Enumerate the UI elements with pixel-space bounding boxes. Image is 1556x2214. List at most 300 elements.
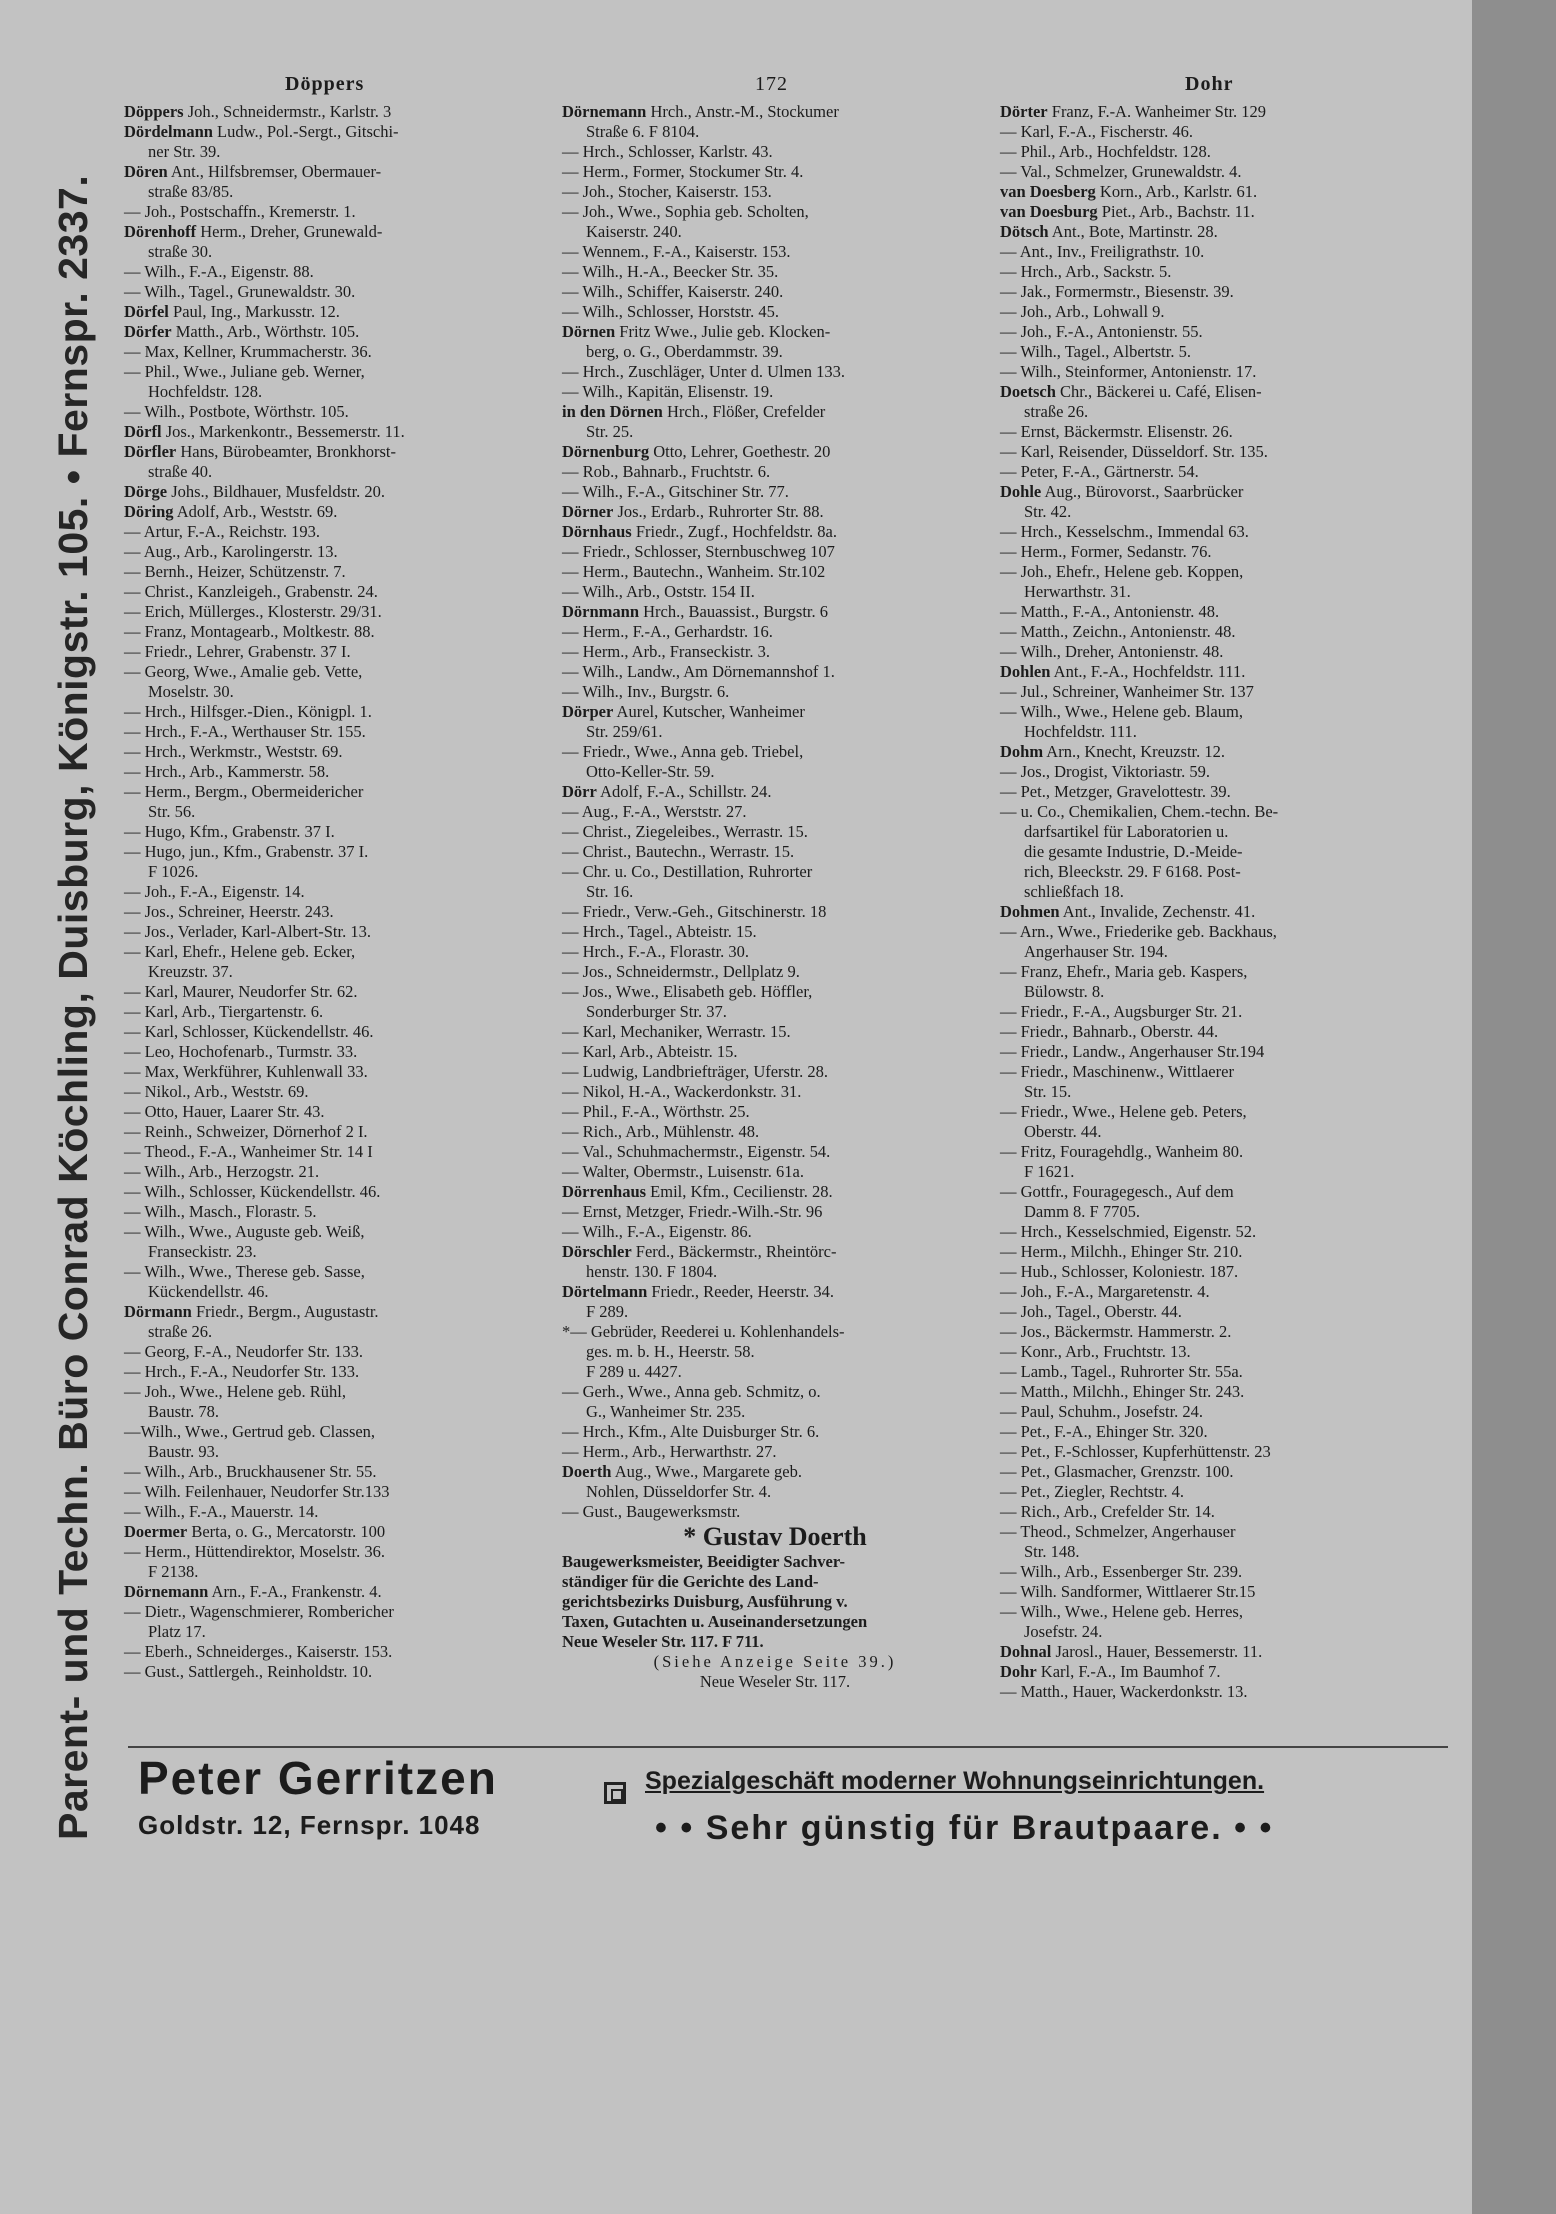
directory-entry-line <box>562 1522 988 1552</box>
entry-text: — Jos., Bäckermstr. Hammerstr. 2. <box>1000 1322 1232 1341</box>
directory-entry-line <box>1000 1062 1426 1082</box>
directory-entry-line <box>124 1622 550 1642</box>
entry-text: — Wilh., Landw., Am Dörnemannshof 1. <box>562 662 835 681</box>
directory-entry-line <box>124 782 550 802</box>
entry-text: — Friedr., Maschinenw., Wittlaerer <box>1000 1062 1234 1081</box>
entry-text: Sonderburger Str. 37. <box>586 1002 727 1021</box>
directory-entry-line <box>1000 742 1426 762</box>
entry-surname: van Doesberg <box>1000 182 1096 201</box>
entry-text: Oberstr. 44. <box>1024 1122 1102 1141</box>
directory-entry-line <box>1000 862 1426 882</box>
directory-entry-line <box>124 1202 550 1222</box>
entry-text: Korn., Arb., Karlstr. 61. <box>1095 182 1258 201</box>
entry-text: Hrch., Flößer, Crefelder <box>662 402 826 421</box>
entry-text: Fritz Wwe., Julie geb. Klocken- <box>615 322 831 341</box>
directory-entry-line <box>124 1602 550 1622</box>
directory-entry-line <box>1000 562 1426 582</box>
ornament-icon <box>604 1782 626 1804</box>
directory-entry-line <box>562 1022 988 1042</box>
entry-text: — Matth., Hauer, Wackerdonkstr. 13. <box>1000 1682 1248 1701</box>
directory-entry-line <box>124 102 550 122</box>
entry-surname: Dörter <box>1000 102 1048 121</box>
directory-entry-line <box>562 802 988 822</box>
directory-entry-line <box>1000 1042 1426 1062</box>
directory-entry-line <box>124 682 550 702</box>
directory-entry-line <box>562 822 988 842</box>
directory-entry-line <box>562 1572 988 1592</box>
entry-text: — Wilh., Inv., Burgstr. 6. <box>562 682 730 701</box>
directory-entry-line <box>562 1122 988 1142</box>
entry-surname: Dörmann <box>124 1302 192 1321</box>
entry-text: Baustr. 93. <box>148 1442 220 1461</box>
directory-entry-line <box>1000 942 1426 962</box>
directory-entry-line <box>562 1442 988 1462</box>
directory-entry-line <box>562 682 988 702</box>
header-first-entry: Döppers <box>285 73 365 95</box>
entry-text: — Aug., F.-A., Werststr. 27. <box>562 802 747 821</box>
directory-entry-line <box>1000 242 1426 262</box>
entry-text: — Rob., Bahnarb., Fruchtstr. 6. <box>562 462 771 481</box>
side-advertisement: Parent- und Techn. Büro Conrad Köchling, Duisburg, Königstr. 105. • Fernspr. 2337. <box>50 174 96 1840</box>
entry-text: — Wennem., F.-A., Kaiserstr. 153. <box>562 242 791 261</box>
entry-text: — u. Co., Chemikalien, Chem.-techn. Be- <box>1000 802 1279 821</box>
directory-entry-line <box>124 1302 550 1322</box>
directory-entry-line <box>1000 722 1426 742</box>
directory-entry-line <box>562 1632 988 1652</box>
directory-entry-line <box>124 742 550 762</box>
directory-entry-line <box>124 342 550 362</box>
directory-entry-line <box>562 742 988 762</box>
directory-entry-line <box>1000 802 1426 822</box>
directory-entry-line <box>124 722 550 742</box>
entry-text: — Dietr., Wagenschmierer, Rombericher <box>124 1602 394 1621</box>
entry-text: Str. 56. <box>148 802 196 821</box>
directory-entry-line <box>562 1362 988 1382</box>
entry-text: — Peter, F.-A., Gärtnerstr. 54. <box>1000 462 1199 481</box>
directory-entry-line <box>124 522 550 542</box>
entry-text: — Herm., Former, Stockumer Str. 4. <box>562 162 804 181</box>
entry-surname: Dören <box>124 162 168 181</box>
directory-entry-line <box>124 1482 550 1502</box>
entry-text: — Hrch., Schlosser, Karlstr. 43. <box>562 142 773 161</box>
directory-entry-line <box>1000 542 1426 562</box>
directory-entry-line <box>124 622 550 642</box>
entry-text: — Franz, Montagearb., Moltkestr. 88. <box>124 622 375 641</box>
entry-text: — Wilh., Steinformer, Antonienstr. 17. <box>1000 362 1257 381</box>
ad-slogan: • • Sehr günstig für Brautpaare. • • <box>655 1809 1274 1847</box>
directory-entry-line <box>124 382 550 402</box>
entry-text: schließfach 18. <box>1024 882 1124 901</box>
directory-entry-line <box>124 562 550 582</box>
directory-entry-line <box>124 482 550 502</box>
directory-entry-line <box>562 422 988 442</box>
directory-entry-line <box>1000 1442 1426 1462</box>
entry-text: — Theod., Schmelzer, Angerhauser <box>1000 1522 1236 1541</box>
directory-entry-line <box>124 602 550 622</box>
directory-entry-line <box>562 262 988 282</box>
directory-entry-line <box>562 282 988 302</box>
directory-entry-line <box>562 102 988 122</box>
entry-text: — Christ., Bautechn., Werrastr. 15. <box>562 842 795 861</box>
entry-text: Hochfeldstr. 128. <box>148 382 263 401</box>
entry-text: — Wilh., Arb., Essenberger Str. 239. <box>1000 1562 1243 1581</box>
entry-text: Herm., Dreher, Grunewald- <box>196 222 383 241</box>
directory-entry-line <box>1000 1342 1426 1362</box>
entry-text: — Wilh., Tagel., Grunewaldstr. 30. <box>124 282 356 301</box>
header-last-entry: Dohr <box>1185 73 1234 95</box>
entry-surname: Dörge <box>124 482 168 501</box>
directory-entry-line <box>562 1182 988 1202</box>
directory-entry-line <box>1000 1102 1426 1122</box>
entry-text: — Wilh., Postbote, Wörthstr. 105. <box>124 402 349 421</box>
entry-text: — Konr., Arb., Fruchtstr. 13. <box>1000 1342 1191 1361</box>
directory-entry-line <box>1000 282 1426 302</box>
entry-text: — Hrch., Kesselschm., Immendal 63. <box>1000 522 1249 541</box>
entry-text: Otto, Lehrer, Goethestr. 20 <box>649 442 831 461</box>
directory-entry-line <box>562 1222 988 1242</box>
entry-surname: Dörtelmann <box>562 1282 648 1301</box>
entry-text: Kückendellstr. 46. <box>148 1282 269 1301</box>
entry-surname: Dohmen <box>1000 902 1060 921</box>
entry-text: — Karl, Ehefr., Helene geb. Ecker, <box>124 942 356 961</box>
entry-text: Ant., Invalide, Zechenstr. 41. <box>1059 902 1256 921</box>
page-number: 172 <box>755 73 788 95</box>
directory-entry-line <box>124 1182 550 1202</box>
entry-text: Hans, Bürobeamter, Bronkhorst- <box>176 442 396 461</box>
entry-text: darfsartikel für Laboratorien u. <box>1024 822 1229 841</box>
entry-surname: Dörfler <box>124 442 177 461</box>
directory-entry-line <box>124 142 550 162</box>
directory-entry-line <box>1000 202 1426 222</box>
directory-entry-line <box>562 1002 988 1022</box>
entry-text: — Gust., Sattlergeh., Reinholdstr. 10. <box>124 1662 373 1681</box>
directory-entry-line <box>124 1382 550 1402</box>
entry-text: — Ernst, Metzger, Friedr.-Wilh.-Str. 96 <box>562 1202 823 1221</box>
directory-entry-line <box>1000 522 1426 542</box>
entry-text: (Siehe Anzeige Seite 39.) <box>653 1652 897 1671</box>
directory-entry-line <box>1000 362 1426 382</box>
entry-text: — Wilh., F.-A., Gitschiner Str. 77. <box>562 482 789 501</box>
directory-entry-line <box>1000 1482 1426 1502</box>
entry-text: — Friedr., Wwe., Helene geb. Peters, <box>1000 1102 1247 1121</box>
entry-text: Baugewerksmeister, Beeidigter Sachver- <box>562 1552 846 1571</box>
column-2 <box>562 102 988 1692</box>
entry-text: Adolf, Arb., Weststr. 69. <box>173 502 338 521</box>
directory-entry-line <box>124 1402 550 1422</box>
entry-text: — Joh., Ehefr., Helene geb. Koppen, <box>1000 562 1244 581</box>
entry-surname: Dörnemann <box>124 1582 209 1601</box>
entry-text: — Friedr., Verw.-Geh., Gitschinerstr. 18 <box>562 902 827 921</box>
entry-text: Aug., Wwe., Margarete geb. <box>611 1462 802 1481</box>
directory-entry-line <box>562 602 988 622</box>
entry-text: — Wilh., Schlosser, Horststr. 45. <box>562 302 779 321</box>
entry-text: — Karl, Maurer, Neudorfer Str. 62. <box>124 982 358 1001</box>
directory-entry-line <box>562 662 988 682</box>
directory-entry-line <box>562 1462 988 1482</box>
entry-text: — Georg, F.-A., Neudorfer Str. 133. <box>124 1342 363 1361</box>
entry-text: — Hrch., Kesselschmied, Eigenstr. 52. <box>1000 1222 1257 1241</box>
entry-text: straße 40. <box>148 462 213 481</box>
entry-text: — Georg, Wwe., Amalie geb. Vette, <box>124 662 363 681</box>
entry-text: — Jos., Schneidermstr., Dellplatz 9. <box>562 962 800 981</box>
entry-surname: Dörschler <box>562 1242 632 1261</box>
directory-entry-line <box>124 502 550 522</box>
directory-entry-line <box>1000 1022 1426 1042</box>
directory-entry-line <box>1000 882 1426 902</box>
entry-text: — Joh., F.-A., Eigenstr. 14. <box>124 882 305 901</box>
entry-text: — Herm., F.-A., Gerhardstr. 16. <box>562 622 773 641</box>
directory-entry-line <box>124 1102 550 1122</box>
entry-text: Ferd., Bäckermstr., Rheintörc- <box>631 1242 837 1261</box>
entry-text: Taxen, Gutachten u. Auseinandersetzungen <box>562 1612 868 1631</box>
ad-address: Goldstr. 12, Fernspr. 1048 <box>138 1810 481 1840</box>
directory-entry-line <box>1000 1242 1426 1262</box>
entry-text: Bülowstr. 8. <box>1024 982 1105 1001</box>
directory-entry-line <box>562 1282 988 1302</box>
directory-entry-line <box>1000 1182 1426 1202</box>
entry-text: — Wilh., Masch., Florastr. 5. <box>124 1202 317 1221</box>
entry-text: Str. 16. <box>586 882 634 901</box>
directory-entry-line <box>1000 1302 1426 1322</box>
entry-text: F 289 u. 4427. <box>586 1362 682 1381</box>
entry-text: — Arn., Wwe., Friederike geb. Backhaus, <box>1000 922 1277 941</box>
directory-entry-line <box>1000 1402 1426 1422</box>
entry-text: Nohlen, Düsseldorfer Str. 4. <box>586 1482 772 1501</box>
directory-entry-line <box>1000 622 1426 642</box>
entry-text: Friedr., Reeder, Heerstr. 34. <box>647 1282 834 1301</box>
directory-entry-line <box>1000 402 1426 422</box>
entry-text: Emil, Kfm., Cecilienstr. 28. <box>646 1182 833 1201</box>
entry-text: Ant., F.-A., Hochfeldstr. 111. <box>1050 662 1246 681</box>
directory-entry-line <box>562 1502 988 1522</box>
directory-entry-line <box>562 302 988 322</box>
entry-text: — Pet., F.-Schlosser, Kupferhüttenstr. 23 <box>1000 1442 1271 1461</box>
entry-text: — Phil., Arb., Hochfeldstr. 128. <box>1000 142 1211 161</box>
directory-entry-line <box>1000 662 1426 682</box>
entry-text: — Wilh., Kapitän, Elisenstr. 19. <box>562 382 774 401</box>
entry-text: — Gottfr., Fouragegesch., Auf dem <box>1000 1182 1234 1201</box>
entry-surname: Dörrenhaus <box>562 1182 647 1201</box>
directory-entry-line <box>1000 262 1426 282</box>
entry-text: — Friedr., Bahnarb., Oberstr. 44. <box>1000 1022 1219 1041</box>
entry-text: — Ludwig, Landbriefträger, Uferstr. 28. <box>562 1062 829 1081</box>
entry-text: Herwarthstr. 31. <box>1024 582 1131 601</box>
directory-entry-line <box>124 362 550 382</box>
directory-entry-line <box>1000 302 1426 322</box>
directory-entry-line <box>562 642 988 662</box>
entry-text: — Hrch., Zuschläger, Unter d. Ulmen 133. <box>562 362 845 381</box>
entry-text: Ant., Bote, Martinstr. 28. <box>1048 222 1218 241</box>
entry-text: — Karl, Reisender, Düsseldorf. Str. 135. <box>1000 442 1268 461</box>
entry-text: Str. 42. <box>1024 502 1072 521</box>
entry-text: — Karl, Mechaniker, Werrastr. 15. <box>562 1022 791 1041</box>
entry-surname: Dörnmann <box>562 602 640 621</box>
entry-surname: Doerth <box>562 1462 612 1481</box>
directory-entry-line <box>562 1652 988 1672</box>
directory-entry-line <box>124 1082 550 1102</box>
directory-entry-line <box>562 862 988 882</box>
directory-entry-line <box>562 1202 988 1222</box>
directory-entry-line <box>124 802 550 822</box>
entry-text: — Christ., Kanzleigeh., Grabenstr. 24. <box>124 582 378 601</box>
directory-entry-line <box>124 1562 550 1582</box>
entry-text: — Friedr., F.-A., Augsburger Str. 21. <box>1000 1002 1243 1021</box>
entry-surname: Dörfel <box>124 302 169 321</box>
entry-text: Franz, F.-A. Wanheimer Str. 129 <box>1047 102 1267 121</box>
entry-text: — Joh., Tagel., Oberstr. 44. <box>1000 1302 1182 1321</box>
directory-entry-line <box>1000 1562 1426 1582</box>
entry-surname: Dörr <box>562 782 597 801</box>
directory-entry-line <box>562 522 988 542</box>
directory-entry-line <box>1000 502 1426 522</box>
entry-text: Franseckistr. 23. <box>148 1242 257 1261</box>
entry-text: — Jos., Schreiner, Heerstr. 243. <box>124 902 334 921</box>
entry-text: — Max, Kellner, Krummacherstr. 36. <box>124 342 372 361</box>
entry-text: — Pet., F.-A., Ehinger Str. 320. <box>1000 1422 1208 1441</box>
directory-entry-line <box>124 1642 550 1662</box>
directory-entry-line <box>1000 182 1426 202</box>
entry-text: — Hub., Schlosser, Koloniestr. 187. <box>1000 1262 1239 1281</box>
entry-text: straße 26. <box>148 1322 213 1341</box>
entry-text: — Hrch., Hilfsger.-Dien., Königpl. 1. <box>124 702 372 721</box>
entry-surname: Dörnhaus <box>562 522 632 541</box>
directory-entry-line <box>1000 982 1426 1002</box>
entry-text: — Theod., F.-A., Wanheimer Str. 14 I <box>124 1142 373 1161</box>
directory-entry-line <box>124 642 550 662</box>
directory-entry-line <box>1000 1422 1426 1442</box>
entry-surname: in den Dörnen <box>562 402 663 421</box>
entry-surname: Dörnemann <box>562 102 647 121</box>
entry-text: — Herm., Bautechn., Wanheim. Str.102 <box>562 562 826 581</box>
column-1 <box>124 102 550 1682</box>
directory-entry-line <box>562 1102 988 1122</box>
entry-text: Joh., Schneidermstr., Karlstr. 3 <box>183 102 392 121</box>
directory-entry-line <box>124 462 550 482</box>
directory-entry-line <box>124 1502 550 1522</box>
entry-text: Matth., Arb., Wörthstr. 105. <box>171 322 360 341</box>
directory-entry-line <box>124 882 550 902</box>
directory-entry-line <box>1000 602 1426 622</box>
directory-entry-line <box>1000 1622 1426 1642</box>
directory-entry-line <box>124 1582 550 1602</box>
entry-text: — Joh., Arb., Lohwall 9. <box>1000 302 1165 321</box>
directory-entry-line <box>1000 762 1426 782</box>
entry-text: Adolf, F.-A., Schillstr. 24. <box>596 782 772 801</box>
entry-text: Baustr. 78. <box>148 1402 220 1421</box>
entry-text: — Chr. u. Co., Destillation, Ruhrorter <box>562 862 813 881</box>
entry-text: — Herm., Arb., Franseckistr. 3. <box>562 642 771 661</box>
directory-entry-line <box>1000 1322 1426 1342</box>
directory-entry-line <box>124 302 550 322</box>
directory-entry-line <box>562 322 988 342</box>
entry-text: ner Str. 39. <box>148 142 221 161</box>
directory-entry-line <box>562 502 988 522</box>
entry-text: Hrch., Anstr.-M., Stockumer <box>646 102 839 121</box>
directory-entry-line <box>562 962 988 982</box>
directory-entry-line <box>562 942 988 962</box>
entry-text: — Wilh., Wwe., Helene geb. Blaum, <box>1000 702 1243 721</box>
entry-text: F 289. <box>586 1302 629 1321</box>
entry-text: Piet., Arb., Bachstr. 11. <box>1097 202 1255 221</box>
entry-text: gerichtsbezirks Duisburg, Ausführung v. <box>562 1592 848 1611</box>
directory-entry-line <box>1000 702 1426 722</box>
directory-entry-line <box>562 702 988 722</box>
directory-entry-line <box>1000 422 1426 442</box>
directory-entry-line <box>562 1162 988 1182</box>
entry-text: — Karl, Arb., Tiergartenstr. 6. <box>124 1002 324 1021</box>
directory-entry-line <box>562 1322 988 1342</box>
directory-entry-line <box>124 702 550 722</box>
directory-entry-line <box>1000 142 1426 162</box>
directory-entry-line <box>124 862 550 882</box>
entry-text: — Wilh., Wwe., Auguste geb. Weiß, <box>124 1222 365 1241</box>
entry-text: — Aug., Arb., Karolingerstr. 13. <box>124 542 338 561</box>
entry-surname: Dohle <box>1000 482 1042 501</box>
directory-entry-line <box>124 202 550 222</box>
entry-text: — Wilh., Arb., Oststr. 154 II. <box>562 582 755 601</box>
directory-entry-line <box>562 622 988 642</box>
directory-entry-line <box>124 222 550 242</box>
directory-entry-line <box>562 1382 988 1402</box>
entry-text: — Phil., F.-A., Wörthstr. 25. <box>562 1102 750 1121</box>
directory-entry-line <box>1000 1462 1426 1482</box>
entry-text: Str. 15. <box>1024 1082 1072 1101</box>
directory-entry-line <box>124 1422 550 1442</box>
entry-text: — Herm., Milchh., Ehinger Str. 210. <box>1000 1242 1243 1261</box>
entry-text: Ludw., Pol.-Sergt., Gitschi- <box>212 122 399 141</box>
entry-text: — Wilh. Feilenhauer, Neudorfer Str.133 <box>124 1482 390 1501</box>
entry-text: — Wilh., Tagel., Albertstr. 5. <box>1000 342 1191 361</box>
entry-text: Hochfeldstr. 111. <box>1024 722 1137 741</box>
entry-text: — Wilh., Dreher, Antonienstr. 48. <box>1000 642 1224 661</box>
directory-entry-line <box>562 342 988 362</box>
entry-text: Friedr., Bergm., Augustastr. <box>191 1302 379 1321</box>
entry-surname: Doermer <box>124 1522 188 1541</box>
directory-entry-line <box>124 942 550 962</box>
directory-entry-line <box>1000 822 1426 842</box>
directory-entry-line <box>1000 1602 1426 1622</box>
entry-text: — Bernh., Heizer, Schützenstr. 7. <box>124 562 346 581</box>
entry-text: — Hrch., F.-A., Neudorfer Str. 133. <box>124 1362 360 1381</box>
entry-text: — Friedr., Wwe., Anna geb. Triebel, <box>562 742 804 761</box>
entry-text: — Karl, Arb., Abteistr. 15. <box>562 1042 738 1061</box>
entry-text: — Wilh., F.-A., Eigenstr. 86. <box>562 1222 752 1241</box>
directory-entry-line <box>124 1442 550 1462</box>
directory-entry-line <box>562 982 988 1002</box>
entry-text: — Wilh., Arb., Bruckhausener Str. 55. <box>124 1462 377 1481</box>
entry-text: — Wilh., Wwe., Helene geb. Herres, <box>1000 1602 1243 1621</box>
entry-text: —Wilh., Wwe., Gertrud geb. Classen, <box>124 1422 376 1441</box>
entry-text: — Hrch., Werkmstr., Weststr. 69. <box>124 742 343 761</box>
entry-text: — Friedr., Schlosser, Sternbuschweg 107 <box>562 542 835 561</box>
directory-entry-line <box>562 722 988 742</box>
directory-entry-line <box>562 1612 988 1632</box>
entry-text: — Rich., Arb., Mühlenstr. 48. <box>562 1122 760 1141</box>
entry-text: — Paul, Schuhm., Josefstr. 24. <box>1000 1402 1204 1421</box>
entry-text: — Karl, F.-A., Fischerstr. 46. <box>1000 122 1193 141</box>
directory-entry-line <box>124 982 550 1002</box>
entry-text: — Wilh., F.-A., Mauerstr. 14. <box>124 1502 319 1521</box>
directory-entry-line <box>562 162 988 182</box>
entry-text: die gesamte Industrie, D.-Meide- <box>1024 842 1243 861</box>
entry-text: — Jos., Verlader, Karl-Albert-Str. 13. <box>124 922 371 941</box>
entry-text: — Max, Werkführer, Kuhlenwall 33. <box>124 1062 368 1081</box>
directory-entry-line <box>124 542 550 562</box>
directory-entry-line <box>562 1482 988 1502</box>
entry-surname: Dörnen <box>562 322 616 341</box>
directory-entry-line <box>1000 1582 1426 1602</box>
entry-text: — Hugo, Kfm., Grabenstr. 37 I. <box>124 822 335 841</box>
